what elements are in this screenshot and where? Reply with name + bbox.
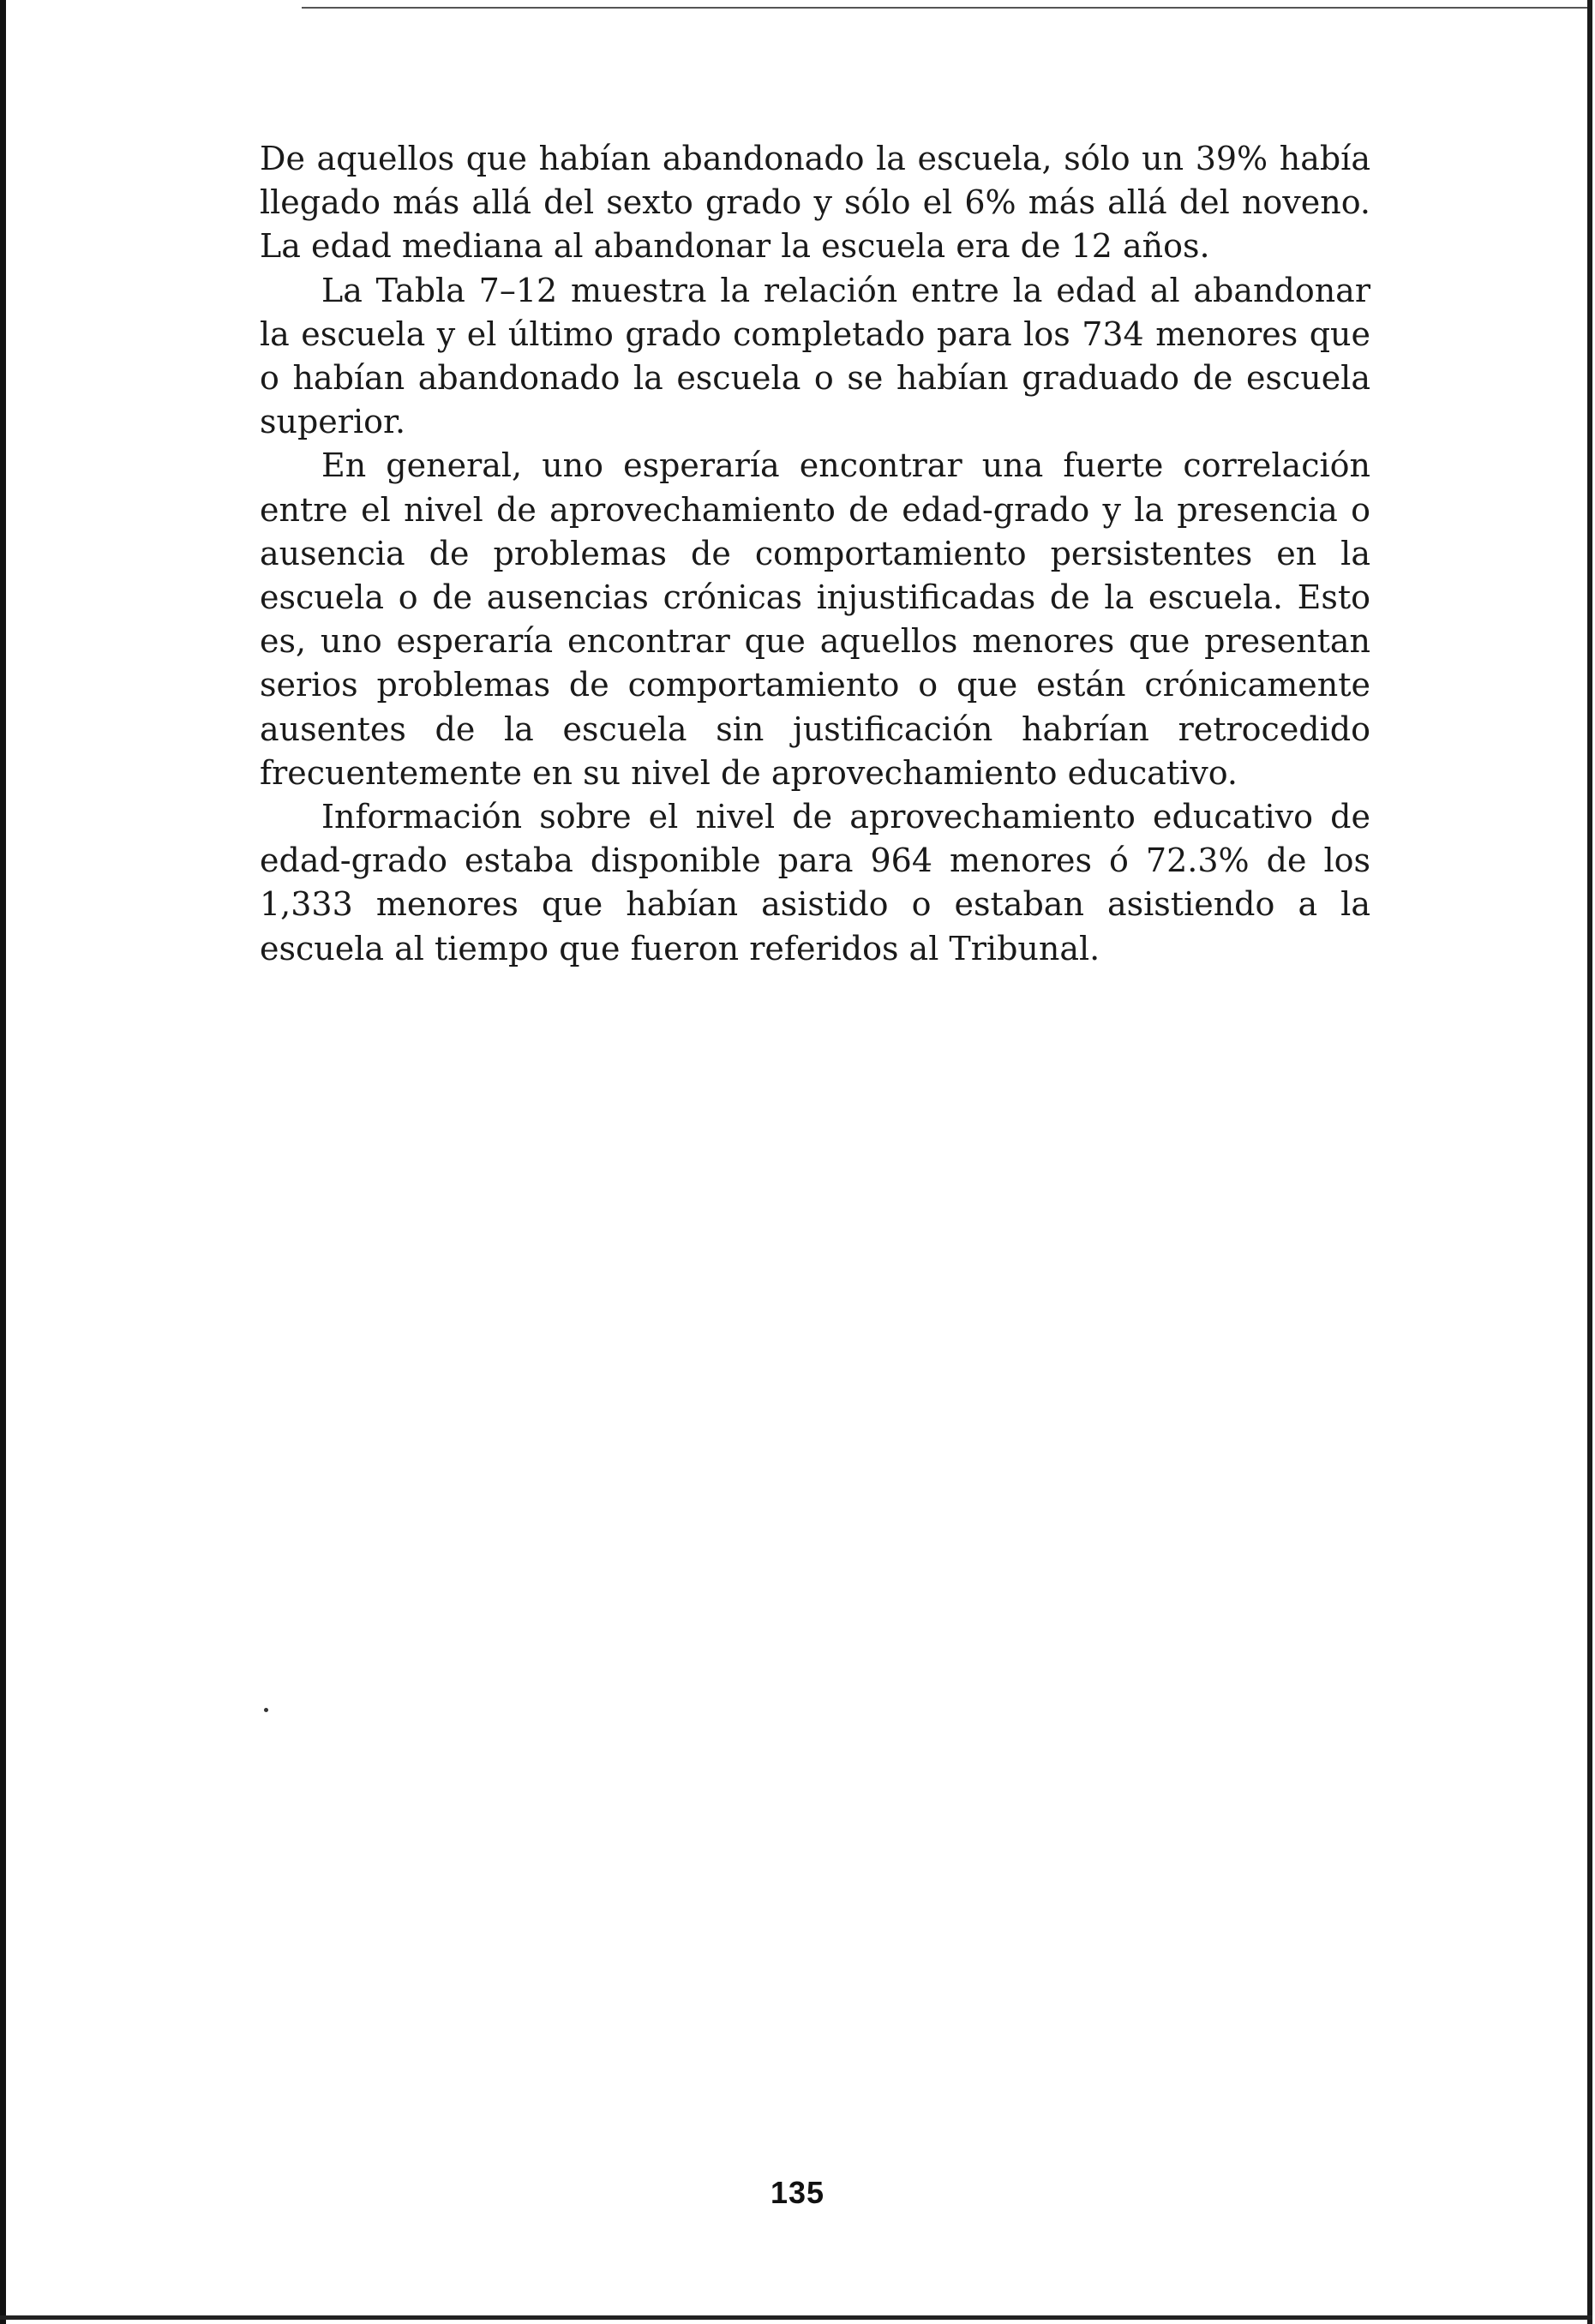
paragraph-4: Información sobre el nivel de aprovechamiento educativo de edad-grado estaba disponible para 964 menores ó 72.3% de los 1,333 menores que habían asistido o estaban asistiendo a la escuela al tiempo que fueron referidos al Tribunal. <box>260 798 1370 967</box>
page-border-right <box>1587 0 1592 2324</box>
page-number: 135 <box>770 2175 825 2210</box>
page-border-left <box>0 0 6 2324</box>
paragraph-2: La Tabla 7–12 muestra la relación entre la edad al abandonar la escuela y el último grado completado para los 734 menores que o habían abandonado la escuela o se habían graduado de escuela superior. <box>260 271 1370 441</box>
scan-speck <box>264 1708 268 1712</box>
paragraph-1: De aquellos que habían abandonado la escuela, sólo un 39% había llegado más allá del sexto grado y sólo el 6% más allá del noveno. La edad mediana al abandonar la escuela era de 12 años. <box>260 140 1370 266</box>
page-border-bottom <box>0 2315 1592 2320</box>
paragraph-3: En general, uno esperaría encontrar una fuerte correlación entre el nivel de aprovechamiento de edad-grado y la presencia o ausencia de problemas de comportamiento persistentes en la escuela o de ausencias crónicas injustificadas de la escuela. Esto es, uno esperaría encontrar que aquellos menores que presentan serios problemas de comportamiento o que están crónicamente ausentes de la escuela sin justificación habrían retrocedido frecuentemente en su nivel de aprovechamiento educativo. <box>260 446 1370 792</box>
body-text <box>260 137 1370 971</box>
page-border-top <box>302 7 1587 9</box>
